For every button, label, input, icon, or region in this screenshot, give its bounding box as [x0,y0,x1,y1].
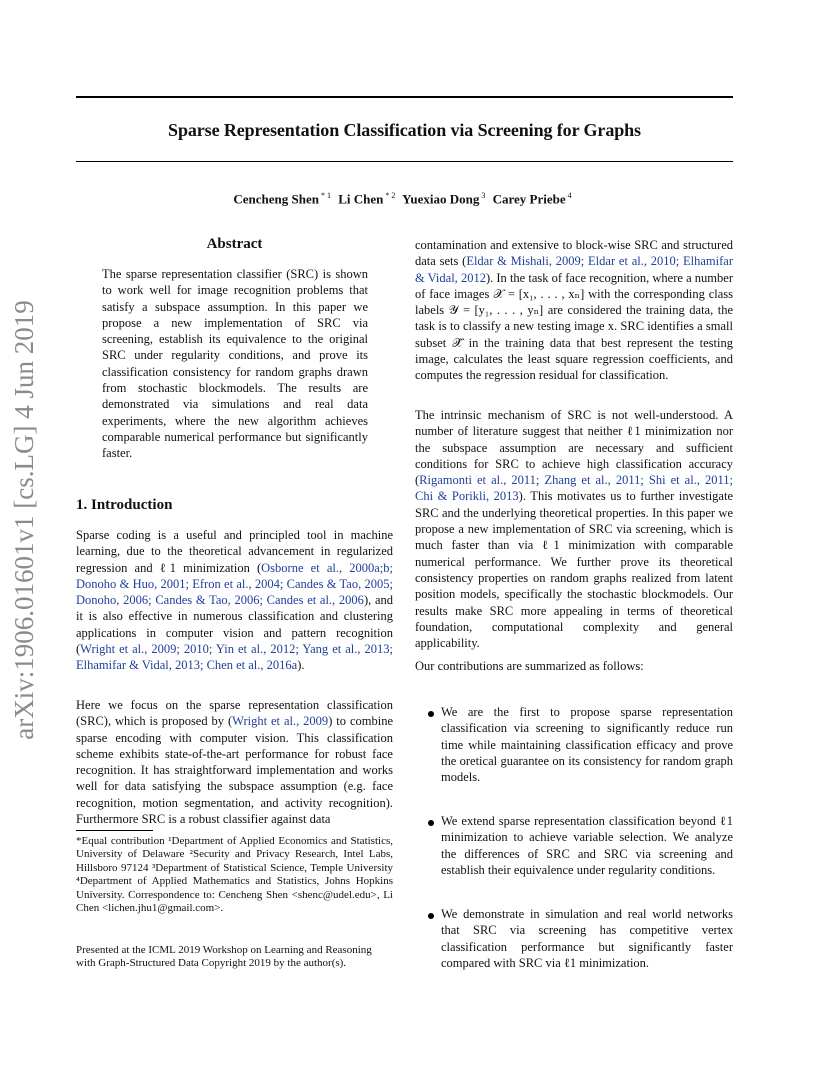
citation-link[interactable]: Wright et al., 2009; 2010; Yin et al., 2012; Yang et al., 2013; Elhamifar & Vidal, 2013; Chen et al., 2016a [76,642,393,673]
title-bottom-rule [76,161,733,162]
author-mark: * 2 [385,191,396,200]
paragraph-text: contamination and extensive to block-wise SRC and structured data sets ( [415,238,733,269]
affiliation-footnote: *Equal contribution ¹Department of Applied Economics and Statistics, University of Delaware ²Security and Privacy Research, Intel Labs, Hillsboro 97124 ³Department of Statistical Science, Temple University ⁴Department of Applied Mathematics and Statistics, Johns Hopkins University. Correspondence to: Cencheng Shen <shenc@udel.edu>, Li Chen <lichen.jhu1@gmail.com>. [76,835,393,915]
contribution-item: We demonstrate in simulation and real world networks that SRC via screening has competitive vertex classification performance but significantly faster compared with SRC via ℓ1 minimization. [441,907,733,970]
citation-link[interactable]: Osborne et al., 2000a;b; Donoho & Huo, 2001; Efron et al., 2004; Candes & Tao, 2005; Donoho, 2006; Candes & Tao, 2006; Candes et al., 2006 [76,560,393,608]
author-list [76,191,733,207]
presented-at-note: Presented at the ICML 2019 Workshop on Learning and Reasoning with Graph-Structured Data Copyright 2019 by the author(s). [76,944,372,970]
author-mark: 4 [567,191,572,200]
author-mark: 3 [481,191,486,200]
paragraph-text: Sparse coding is a useful and principled tool in machine learning, due to the theoretical advancement in regularized regression and ℓ1 minimization ( [76,528,393,575]
abstract-heading: Abstract [206,236,263,252]
intro-paragraph-2 [76,697,393,827]
author-name: Li Chen [338,191,384,207]
citation-link[interactable]: Rigamonti et al., 2011; Zhang et al., 2011; Shi et al., 2011; Chi & Porikli, 2013 [415,473,733,504]
paragraph-text: Here we focus on the sparse representation classification (SRC), which is proposed by ( [76,698,393,729]
author-name: Yuexiao Dong [402,191,480,207]
abstract-text: The sparse representation classifier (SRC) is shown to work well for image recognition problems that satisfy a subspace assumption. In this paper we propose a new implementation of SRC via screening, establish its equivalence to the original SRC under regularity conditions, and prove its classification consistency for random graphs drawn from stochastic blockmodels. The results are demonstrated via simulations and real data experiments, where the new algorithm achieves comparable numerical performance but significantly faster. [102,267,368,461]
paragraph-text: ). In the task of face recognition, where a number of face images 𝒳 = [x₁, . . . , xₙ] with the corresponding class labels 𝒴 = [y₁, . . . , yₙ] are considered the training data, the task is to classify a new testing image x. SRC identifies a small subset 𝒳̂ in the training data that best represent the testing image, calculates the least square regression coefficients, and computes the regression residual for classification. [415,270,733,383]
author-name: Cencheng Shen [233,191,319,207]
paragraph-text: ) to combine sparse encoding with computer vision. This classification scheme exhibits state-of-the-art performance for robust face recognition. It has straightforward implementation and works well for data satisfying the subspace assumption (e.g. face recognition, motion segmentation, and activity recognition). Furthermore SRC is a robust classifier against data [76,714,393,827]
paragraph-text: The intrinsic mechanism of SRC is not well-understood. A number of literature suggest that neither ℓ1 minimization nor the subspace assumption are necessary and sufficient conditions for SRC to achieve high classification accuracy ( [415,408,733,488]
bullet-icon [428,820,434,826]
section-heading-introduction: 1. Introduction [76,497,173,513]
contribution-item: We extend sparse representation classification beyond ℓ1 minimization to achieve variable selection. We analyze the differences of SRC and SRC via screening and establish their equivalence under regularity conditions. [441,814,733,877]
footnote-rule [76,830,153,831]
paragraph-text: ). [297,658,305,673]
contribution-item: We are the first to propose sparse representation classification via screening to significantly reduce run time while maintaining classification efficacy and prove the oretical guarantee on its consistency for random graph models. [441,705,733,785]
author-name: Carey Priebe [492,191,566,207]
paper-title: Sparse Representation Classification via Screening for Graphs [168,120,641,140]
citation-link[interactable]: Wright et al., 2009 [232,714,329,729]
bullet-icon [428,711,434,717]
author-mark: * 1 [320,191,331,200]
contributions-intro: Our contributions are summarized as follows: [415,659,644,673]
arxiv-side-stamp: arXiv:1906.01601v1 [cs.LG] 4 Jun 2019 [9,300,39,740]
intro-paragraph-1 [76,527,393,674]
right-paragraph-1 [415,237,733,384]
title-top-rule [76,96,733,98]
paragraph-text: ). This motivates us to further investigate SRC and the underlying theoretical properties. In this paper we propose a new implementation of SRC via screening, which is much faster than via ℓ1 minimization with comparable numerical performance. We further prove its theoretical consistency properties on random graphs realized from latent position models, specifically the stochastic blockmodels. Our results make SRC more appealing in terms of theoretical foundation, computational complexity and general applicability. [415,489,733,651]
bullet-icon [428,913,434,919]
paragraph-text: ), and it is also effective in numerous classification and clustering applications in computer vision and pattern recognition ( [76,593,393,657]
right-paragraph-2 [415,407,733,651]
citation-link[interactable]: Eldar & Mishali, 2009; Eldar et al., 2010; Elhamifar & Vidal, 2012 [415,254,733,285]
